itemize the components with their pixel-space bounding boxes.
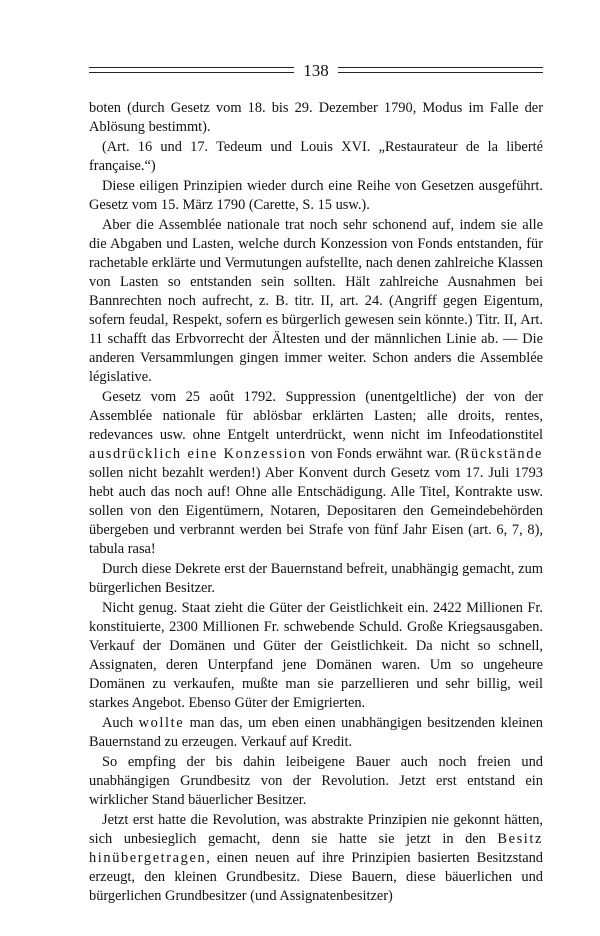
emphasized-text: Rückstände	[459, 446, 543, 462]
page-header	[89, 50, 543, 90]
text-segment: Durch diese Dekrete erst der Bauernstand befreit, unabhängig gemacht, zum bürgerlichen Besitzer.	[89, 561, 543, 596]
paragraph-p6	[89, 560, 543, 598]
paragraph-p9	[89, 753, 543, 810]
paragraph-p1	[89, 99, 543, 137]
paragraph-p4	[89, 216, 543, 387]
text-segment: , einen neuen auf ihre Prinzipien basierten Besitzstand erzeugt, den kleinen Grundbesitz. Diese Bauern, diese bäuerlichen und bürgerlichen Grundbesitzer (und Assignatenbesitzer)	[89, 850, 543, 904]
paragraph-p3	[89, 177, 543, 215]
text-segment: von Fonds erwähnt war. (	[306, 446, 460, 462]
page-number: 138	[303, 60, 329, 80]
paragraph-p10	[89, 811, 543, 906]
header-rule-right	[338, 67, 543, 73]
text-segment: Auch	[102, 715, 139, 731]
paragraph-p2	[89, 138, 543, 176]
text-segment: Aber die Assemblée nationale trat noch sehr schonend auf, indem sie alle die Abgaben und Lasten, welche durch Konzession von Fonds entstanden, für rachetable erklärte und Vermutungen aufstellte, nach denen zahlreiche Klassen von Lasten so entstanden sein sollten. Hält zahlreiche Ausnahmen bei Bannrechten noch aufrecht, z. B. titr. II, art. 24. (Angriff gegen Eigentum, sofern feudal, Respekt, sofern es bürgerlich gewesen sein könnte.) Titr. II, Art. 11 schafft das Erbvorrecht der Ältesten und der männlichen Linie ab. — Die anderen Versammlungen gingen immer weiter. Schon anders die Assemblée législative.	[89, 217, 543, 385]
body-text	[89, 99, 543, 906]
text-segment: So empfing der bis dahin leibeigene Bauer auch noch freien und unabhängigen Grundbesitz von der Revolution. Jetzt erst entstand ein wirklicher Stand bäuerlicher Besitzer.	[89, 754, 543, 808]
text-segment: man das, um eben einen unabhängigen besitzenden kleinen Bauernstand zu erzeugen. Verkauf auf Kredit.	[89, 715, 544, 750]
text-segment: Jetzt erst hatte die Revolution, was abstrakte Prinzipien nie gekonnt hätten, sich unbesieglich gemacht, denn sie hatte sie jetzt in den	[89, 812, 543, 847]
paragraph-p7	[89, 599, 543, 713]
text-segment: Gesetz vom 25 août 1792. Suppression (unentgeltliche) der von der Assemblée nationale für ablösbar erklärten Lasten; alle droits, rentes, redevances usw. ohne Entgelt unterdrückt, wenn nicht im Infeodationstitel	[89, 389, 543, 443]
paragraph-p8	[89, 714, 543, 752]
emphasized-text: wollte	[138, 715, 185, 731]
text-segment: (Art. 16 und 17. Tedeum und Louis XVI. „Restaurateur de la liberté française.“)	[89, 139, 543, 174]
emphasized-text: Besitz hinübergetragen	[89, 831, 543, 866]
emphasized-text: ausdrücklich eine Konzession	[89, 446, 307, 462]
paragraph-p5	[89, 388, 543, 559]
text-segment: boten (durch Gesetz vom 18. bis 29. Dezember 1790, Modus im Falle der Ablösung bestimmt).	[89, 100, 543, 135]
text-segment: sollen nicht bezahlt werden!) Aber Konvent durch Gesetz vom 17. Juli 1793 hebt auch das noch auf! Ohne alle Entschädigung. Alle Titel, Kontrakte usw. sollen von den Eigentümern, Notaren, Depositaren den Gemeindebehörden übergeben und verbrannt werden bei Strafe von fünf Jahr Eisen (art. 6, 7, 8), tabula rasa!	[89, 465, 543, 557]
book-page	[89, 50, 543, 907]
text-segment: Nicht genug. Staat zieht die Güter der Geistlichkeit ein. 2422 Millionen Fr. konstituierte, 2300 Millionen Fr. schwebende Schuld. Große Kriegsausgaben. Verkauf der Domänen und Güter der Geistlichkeit. Da nicht so schnell, Assignaten, deren Unterpfand jene Domänen waren. Um so ungeheure Domänen zu verkaufen, mußte man sie parzellieren und sehr billig, weil starkes Angebot. Ebenso Güter der Emigrierten.	[89, 600, 543, 711]
header-rule-left	[89, 67, 294, 73]
text-segment: Diese eiligen Prinzipien wieder durch eine Reihe von Gesetzen ausgeführt. Gesetz vom 15. März 1790 (Carette, S. 15 usw.).	[89, 178, 543, 213]
